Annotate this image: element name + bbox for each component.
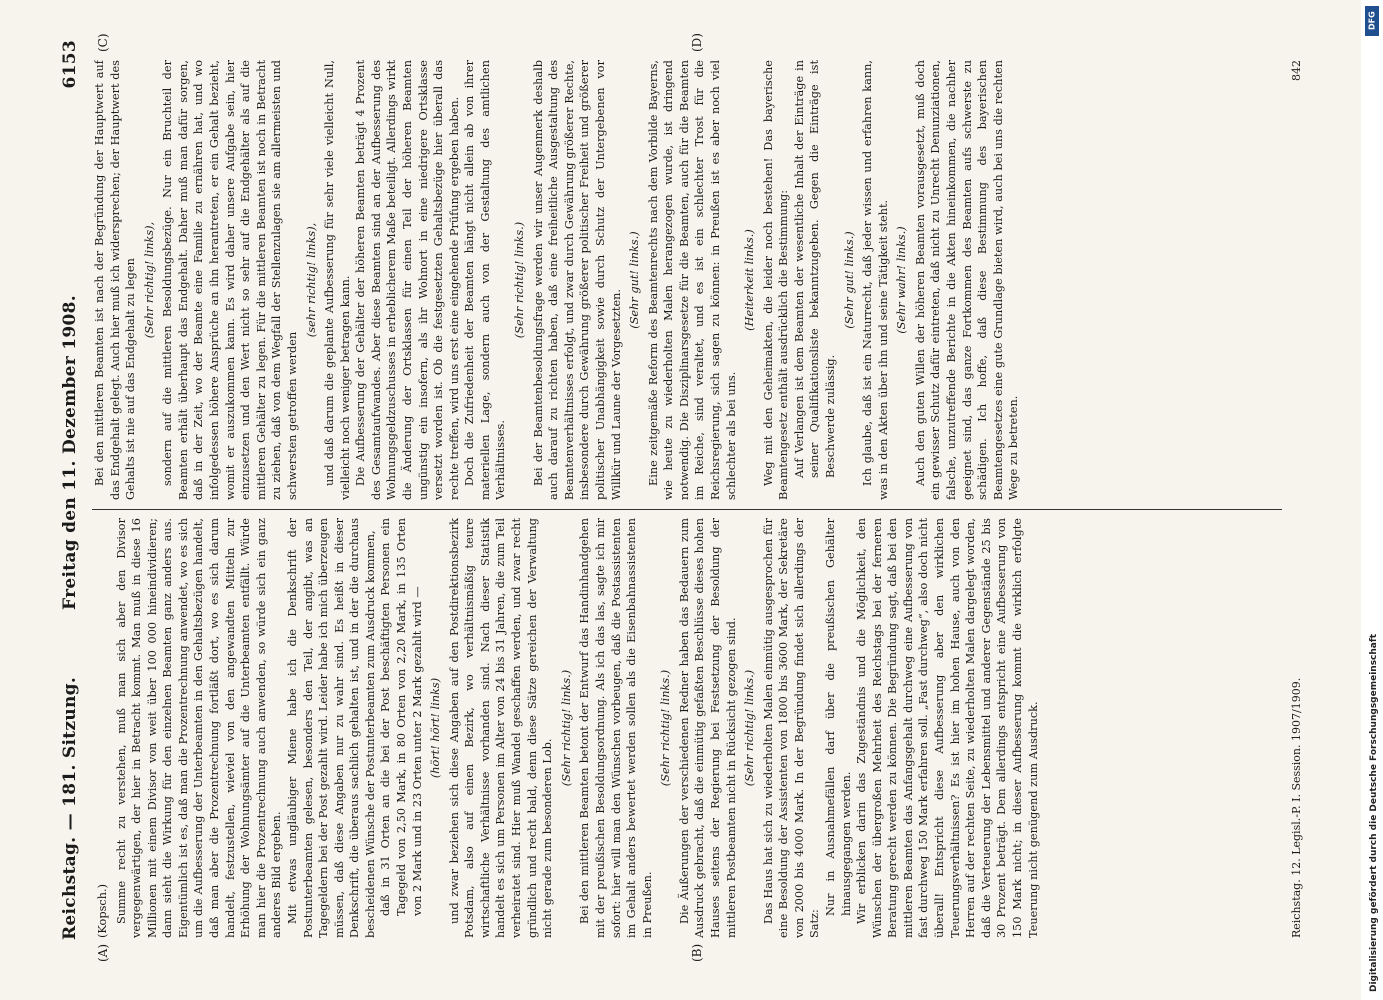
paragraph: Bei der Beamtenbesoldungsfrage werden wir unser Augenmerk deshalb auch darauf zu richten haben, daß eine freiheitliche Ausgestaltung des Beamtenverhältnisses erfolgt, und zwar durch Gewährung größerer Rechte, insbesondere durch Gewährung größerer politischer Freiheit und größerer politischer Unabhängigkeit sowie durch Schutz der Untergebenen vor Willkür und Laune der Vorgesetzten. <box>531 60 623 500</box>
paragraph: Auch den guten Willen der höheren Beamten vorausgesetzt, muß doch ein gewisser Schutz dafür eintreten, daß nicht zu Unrecht Denunziationen, falsche, unzutreffende Berichte in die Akten hineinkommen, die nachher geeignet sind, das ganze Fortkommen des Beamten aufs schwerste zu schädigen. Ich hoffe, daß diese Bestimmung des bayerischen Beamtengesetzes eine gute Grundlage bieten wird, auch bei uns die rechten Wege zu betreten. <box>913 60 1021 500</box>
interjection: (Sehr richtig! links), <box>142 221 156 339</box>
header-date: Freitag den 11. Dezember 1908. <box>60 295 80 610</box>
paragraph: Die Aufbesserung der Gehälter der höheren Beamten beträgt 4 Prozent des Gesamtaufwandes. Aber diese Beamten sind an der Aufbesserung des Wohnungsgeldzuschusses in erheblicherem Maße beteiligt. Allerdings wirkt die Änderung der Ortsklassen für einen Teil der höheren Beamten ungünstig ein insofern, als ihr Wohnort in eine niedrigere Ortsklasse versetzt worden ist. Ob die festgesetzten Gehaltsbezüge hier überall das rechte treffen, wird uns erst eine eingehende Prüfung ergeben haben. <box>354 60 461 500</box>
paragraph: sondern auf die mittleren Besoldungsbezüge. Nur ein Bruchteil der Beamten erhält überhaupt das Endgehalt. Daher muß man dafür sorgen, daß in der Zeit, wo der Beamte eine Familie zu ernähren hat, und wo infolgedessen höhere Ansprüche an ihn herantreten, er ein Gehalt bezieht, womit er auszukommen kann. Es wird daher unsere Aufgabe sein, hier einzusetzen und den Wert nicht so sehr auf die Endgehälter als auf die mittleren Gehälter zu legen. Für die mittleren Beamten ist noch in Betracht zu ziehen, daß von dem Wegfall der Stellenzulagen sie am allermeisten und schwersten getroffen werden <box>161 60 299 500</box>
paragraph: Weg mit den Geheimakten, die leider noch bestehen! Das bayerische Beamtengesetz enthält ausdrücklich die Bestimmung: <box>761 60 791 500</box>
paragraph: Mit etwas ungläubiger Miene habe ich die Denkschrift der Postunterbeamten gelesen, besonders den Teil, der angibt, was an Tagegeldern bei der Post gezahlt wird. Leider habe ich mich überzeugen müssen, daß diese Angaben nur zu wahr sind. Es heißt in dieser Denkschrift, die überaus sachlich gehalten ist, und in der die durchaus bescheidenen Wünsche der Postunterbeamten zum Ausdruck kommen, <box>285 518 377 938</box>
interjection: (Heiterkeit links.) <box>743 229 757 331</box>
interjection: (Sehr richtig! links.) <box>659 669 673 787</box>
paragraph: Eine zeitgemäße Reform des Beamtenrechts nach dem Vorbilde Bayerns, wie heute zu wiederholten Malen herangezogen wurde, ist dringend notwendig. Die Disziplinarsgesetze für die Beamten, auch für die Beamten im Reiche, sind veraltet, und es ist ein schlechter Trost für die Reichsregierung, sich sagen zu können: in Preußen ist es aber noch viel schlechter als bei uns. <box>646 60 738 500</box>
interjection: (Sehr richtig! links.) <box>743 669 757 787</box>
interjection: (Sehr gut! links.) <box>628 231 642 329</box>
interjection: (Sehr richtig! links.) <box>513 221 527 339</box>
paragraph: Die Äußerungen der verschiedenen Redner haben das Bedauern zum Ausdruck gebracht, daß die einmütig gefaßten Beschlüsse dieses hohen Hauses seitens der Regierung bei Festsetzung der Besoldung der mittleren Postbeamten nicht in Rücksicht gezogen sind. <box>677 518 738 938</box>
paragraph: daß in 31 Orten an die bei der Post beschäftigten Personen ein Tagegeld von 2,50 Mark, in 80 Orten von 2,20 Mark, in 135 Orten von 2 Mark und in 23 Orten unter 2 Mark gezahlt wird — <box>379 518 424 916</box>
speaker-label: (Kopsch.) <box>96 884 109 938</box>
paragraph: Wir erblicken darin das Zugeständnis und die Möglichkeit, den Wünschen der übergroßen Mehrheit des Reichstags bei der ferneren Beratung gerecht werden zu können. Die Begründung sagt, daß bei den mittleren Beamten das Anfangsgehalt durchweg eine Aufbesserung von fast durchweg 150 Mark erfahren soll. „Fast durchweg“, also doch nicht überall! Entspricht diese Aufbesserung aber den wirklichen Teuerungsverhältnissen? Es ist hier im hohen Hause, auch von den Herren auf der rechten Seite, zu wiederholten Malen dargelegt worden, daß die Verteuerung der Lebensmittel und anderer Gegenstände 25 bis 30 Prozent beträgt. Dem allerdings entspricht eine Aufbesserung von 150 Mark nicht; in dieser Aufbesserung kommt die wirklich erfolgte Teuerung nicht genügend zum Ausdruck. <box>855 518 1040 938</box>
interjection: (Sehr richtig! links.) <box>559 669 573 787</box>
page-number: 6153 <box>60 40 80 89</box>
marker-c: (C) <box>96 33 110 52</box>
marker-d: (D) <box>690 33 704 52</box>
paragraph: Bei den mittleren Beamten betont der Entwurf das Handinhandgehen mit der preußischen Besoldungsordnung. Als ich das las, sagte ich mir sofort: hier will man den Wünschen vorbeugen, daß die Postassistenten im Gehalt anders bewertet werden sollen als die Eisenbahnassistenten in Preußen. <box>578 518 654 938</box>
paragraph: Auf Verlangen ist dem Beamten der wesentliche Inhalt der Einträge in seiner Qualifikationsliste bekanntzugeben. Gegen die Einträge ist Beschwerde zulässig. <box>792 60 838 478</box>
paragraph: und daß darum die geplante Aufbesserung für sehr viele vielleicht Null, vielleicht noch weniger betragen kann. <box>323 60 352 500</box>
interjection: (hört! hört! links) <box>429 677 443 779</box>
text-column-right <box>92 60 1282 500</box>
paragraph: und zwar beziehen sich diese Angaben auf den Postdirektionsbezirk Potsdam, also auf einen Bezirk, wo verhältnismäßig teure wirtschaftliche Verhältnisse vorhanden sind. Nach dieser Statistik handelt es sich um Personen im Alter von 24 bis 31 Jahren, die zum Teil verheiratet sind. Hier muß Wandel geschaffen werden, und zwar recht gründlich und recht bald, denn diese Sätze gereichen der Verwaltung nicht gerade zum besonderen Lob. <box>447 518 555 938</box>
marker-a: (A) <box>96 943 110 962</box>
paragraph: Summe recht zu verstehen, muß man sich aber den Divisor vergegenwärtigen, der hier in Betracht kommt. Man muß in diese 16 Millionen mit einem Divisor von weit über 100 000 hineindividieren; dann sieht die Wirkung für den einzelnen Beamten ganz anders aus. Eigentümlich ist es, daß man die Prozentrechnung anwendet, wo es sich um die Aufbesserung der Unterbeamten in den Gehaltsbezügen handelt, daß man aber die Prozentrechnung fortläßt dort, wo es sich darum handelt, festzustellen, wieviel von den angewandten Mitteln zur Erhöhung der Wohnungsämter auf die Unterbeamten entfällt. Würde man hier die Prozentrechnung auch anwenden, so würde sich ein ganz anderes Bild ergeben. <box>114 518 284 938</box>
interjection: (Sehr gut! links.) <box>842 231 856 329</box>
interjection: (Sehr wahr! links.) <box>895 226 909 334</box>
paragraph: Das Haus hat sich zu wiederholten Malen einmütig ausgesprochen für eine Besoldung der Assistenten von 1800 bis 3600 Mark, der Sekretäre von 2000 bis 4000 Mark. In der Begründung findet sich allerdings der Satz: <box>761 518 822 938</box>
footer-session: Reichstag. 12. Legisl.-P. I. Session. 1907/1909. <box>1290 677 1303 938</box>
column-divider <box>92 509 1282 510</box>
paragraph: Bei den mittleren Beamten ist nach der Begründung der Hauptwert auf das Endgehalt gelegt. Auch hier muß ich widersprechen; der Hauptwert des Gehalts ist nie auf das Endgehalt zu legen <box>93 60 138 500</box>
dfg-logo-icon: DFG <box>1365 6 1379 36</box>
digitization-sidebar <box>1361 0 1383 1000</box>
paragraph: Ich glaube, daß ist ein Naturrecht, daß jeder wissen und erfahren kann, was in den Akten über ihn und seine Tätigkeit steht. <box>861 60 890 500</box>
interjection: (sehr richtig! links), <box>304 222 318 338</box>
header-left: Reichstag. — 181. Sitzung. <box>60 676 80 940</box>
footer-sheet-number: 842 <box>1290 60 1303 81</box>
page-header <box>56 40 86 940</box>
paragraph: Doch die Zufriedenheit der Beamten hängt nicht allein ab von ihrer materiellen Lage, sondern auch von der Gestaltung des amtlichen Verhältnisses. <box>463 60 508 500</box>
text-column-left <box>92 518 1282 938</box>
marker-b: (B) <box>690 943 704 962</box>
paragraph: Nur in Ausnahmefällen darf über die preußischen Gehälter hinausgegangen werden. <box>824 518 853 916</box>
funding-note: Digitalisierung gefördert durch die Deutsche Forschungsgemeinschaft <box>1369 633 1379 992</box>
